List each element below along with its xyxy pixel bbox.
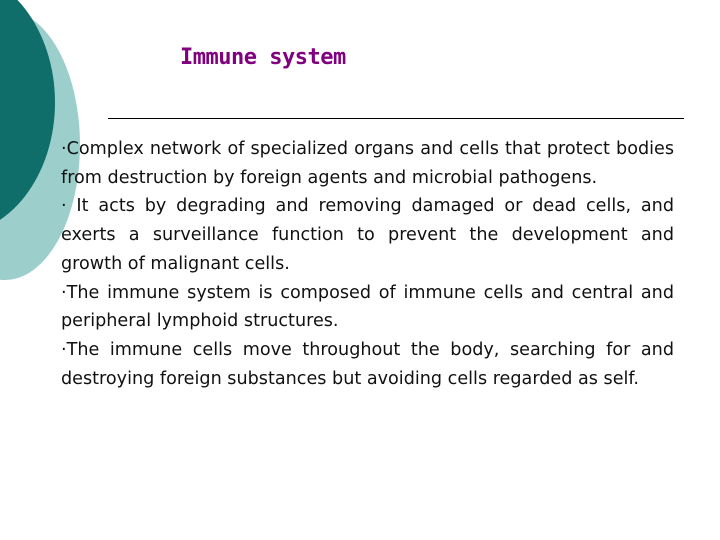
slide-title: Immune system [180, 45, 346, 70]
bullet-paragraph-3: ·The immune system is composed of immune cells and central and peripheral lymphoid structures. [61, 282, 674, 332]
bullet-paragraph-2: · It acts by degrading and removing damaged or dead cells, and exerts a surveillance function to prevent the development and growth of malignant cells. [61, 196, 674, 274]
bullet-paragraph-4: ·The immune cells move throughout the body, searching for and destroying foreign substances but avoiding cells regarded as self. [61, 339, 674, 389]
bullet-paragraph-1: ·Complex network of specialized organs and cells that protect bodies from destruction by foreign agents and microbial pathogens. [61, 139, 674, 188]
slide-body [61, 135, 674, 393]
title-underline [108, 118, 684, 119]
